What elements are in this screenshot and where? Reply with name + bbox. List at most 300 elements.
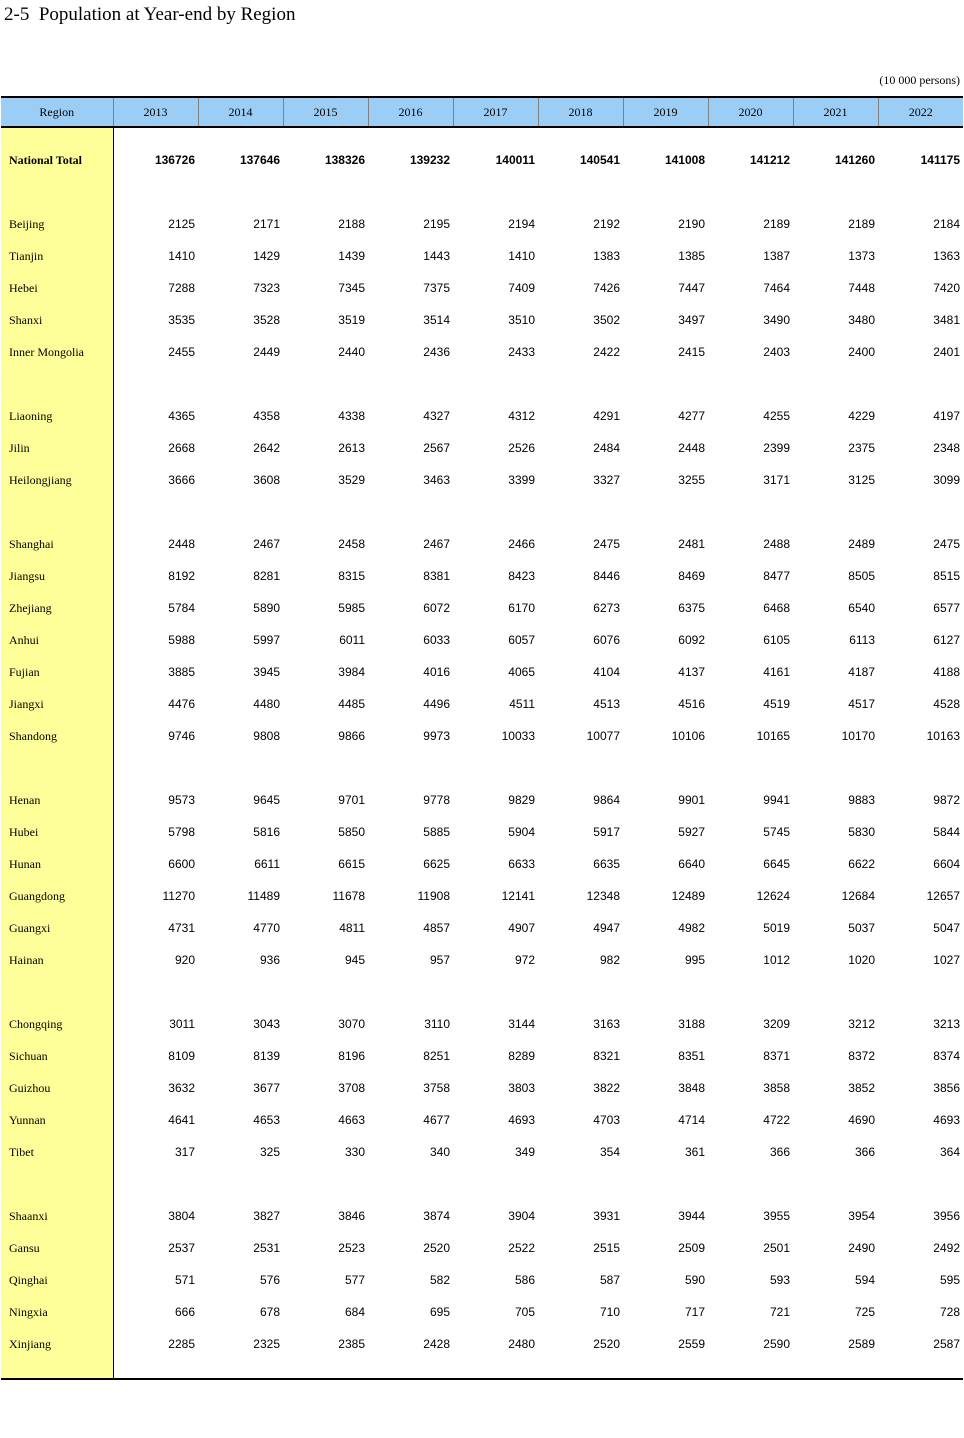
population-value: 2436 bbox=[423, 345, 450, 359]
population-value: 4277 bbox=[678, 409, 705, 423]
year-column-header: 2021 bbox=[793, 97, 878, 127]
population-value: 6622 bbox=[848, 857, 875, 871]
population-value: 4947 bbox=[593, 921, 620, 935]
population-value: 4519 bbox=[763, 697, 790, 711]
population-value: 2520 bbox=[593, 1337, 620, 1351]
empty-cell bbox=[793, 176, 878, 208]
region-name: Inner Mongolia bbox=[1, 336, 113, 368]
year-column-header: 2015 bbox=[283, 97, 368, 127]
population-value: 12624 bbox=[756, 889, 790, 903]
region-row bbox=[1, 208, 963, 240]
region-name: Anhui bbox=[1, 624, 113, 656]
empty-cell bbox=[878, 752, 963, 784]
region-name: Guangxi bbox=[1, 912, 113, 944]
population-value: 2509 bbox=[678, 1241, 705, 1255]
population-value: 5917 bbox=[593, 825, 620, 839]
region-row bbox=[1, 1104, 963, 1136]
empty-cell bbox=[793, 1168, 878, 1200]
population-value: 3827 bbox=[253, 1209, 280, 1223]
population-value: 7420 bbox=[933, 281, 960, 295]
population-value: 4365 bbox=[168, 409, 195, 423]
population-value: 2188 bbox=[338, 217, 365, 231]
population-value: 3666 bbox=[168, 473, 195, 487]
population-value: 317 bbox=[174, 1145, 195, 1159]
region-row bbox=[1, 656, 963, 688]
population-value: 3608 bbox=[253, 473, 280, 487]
region-row bbox=[1, 1072, 963, 1104]
region-row bbox=[1, 304, 963, 336]
population-value: 6105 bbox=[763, 633, 790, 647]
unit-note: (10 000 persons) bbox=[879, 73, 960, 87]
population-value: 7288 bbox=[168, 281, 195, 295]
empty-cell bbox=[198, 127, 283, 144]
empty-cell bbox=[623, 1360, 708, 1379]
population-value: 141260 bbox=[834, 153, 875, 167]
population-value: 8251 bbox=[423, 1049, 450, 1063]
population-value: 2642 bbox=[253, 441, 280, 455]
population-value: 4811 bbox=[339, 921, 365, 935]
spacer-row bbox=[1, 976, 963, 1008]
population-value: 9746 bbox=[168, 729, 195, 743]
population-value: 6633 bbox=[508, 857, 535, 871]
population-value: 6625 bbox=[423, 857, 450, 871]
empty-cell bbox=[793, 496, 878, 528]
population-value: 3944 bbox=[678, 1209, 705, 1223]
population-value: 11270 bbox=[162, 889, 195, 903]
empty-cell bbox=[878, 127, 963, 144]
population-value: 3043 bbox=[253, 1017, 280, 1031]
population-value: 5988 bbox=[168, 633, 195, 647]
population-value: 7323 bbox=[253, 281, 280, 295]
population-value: 6092 bbox=[678, 633, 705, 647]
empty-cell bbox=[198, 1360, 283, 1379]
population-value: 586 bbox=[514, 1273, 535, 1287]
population-value: 7345 bbox=[338, 281, 365, 295]
empty-cell bbox=[538, 176, 623, 208]
population-value: 587 bbox=[599, 1273, 620, 1287]
empty-cell bbox=[283, 368, 368, 400]
population-value: 6057 bbox=[508, 633, 535, 647]
population-value: 2285 bbox=[168, 1337, 195, 1351]
region-row bbox=[1, 1136, 963, 1168]
population-value: 595 bbox=[939, 1273, 960, 1287]
population-value: 2448 bbox=[168, 537, 195, 551]
population-value: 3212 bbox=[848, 1017, 875, 1031]
region-row bbox=[1, 1232, 963, 1264]
year-column-header: 2013 bbox=[113, 97, 198, 127]
population-value: 141175 bbox=[920, 153, 960, 167]
population-value: 6113 bbox=[849, 633, 875, 647]
empty-cell bbox=[538, 127, 623, 144]
region-name: Shanxi bbox=[1, 304, 113, 336]
population-value: 4677 bbox=[423, 1113, 450, 1127]
population-value: 6170 bbox=[508, 601, 535, 615]
population-value: 728 bbox=[939, 1305, 960, 1319]
region-row bbox=[1, 816, 963, 848]
region-name: Shandong bbox=[1, 720, 113, 752]
population-value: 3632 bbox=[168, 1081, 195, 1095]
population-value: 6375 bbox=[678, 601, 705, 615]
empty-cell bbox=[623, 368, 708, 400]
region-row bbox=[1, 1040, 963, 1072]
population-value: 2375 bbox=[848, 441, 875, 455]
population-value: 9872 bbox=[933, 793, 960, 807]
population-value: 2466 bbox=[508, 537, 535, 551]
population-value: 139232 bbox=[409, 153, 450, 167]
population-value: 3904 bbox=[508, 1209, 535, 1223]
population-value: 6600 bbox=[168, 857, 195, 871]
region-row bbox=[1, 1264, 963, 1296]
population-value: 3858 bbox=[763, 1081, 790, 1095]
region-row bbox=[1, 720, 963, 752]
population-value: 4528 bbox=[933, 697, 960, 711]
region-row bbox=[1, 432, 963, 464]
population-value: 11678 bbox=[332, 889, 365, 903]
population-value: 982 bbox=[599, 953, 620, 967]
empty-cell bbox=[113, 368, 198, 400]
population-value: 3804 bbox=[168, 1209, 195, 1223]
population-value: 3255 bbox=[678, 473, 705, 487]
population-value: 2195 bbox=[423, 217, 450, 231]
population-value: 8109 bbox=[168, 1049, 195, 1063]
population-value: 5985 bbox=[338, 601, 365, 615]
region-row bbox=[1, 848, 963, 880]
population-value: 8374 bbox=[933, 1049, 960, 1063]
population-value: 4663 bbox=[338, 1113, 365, 1127]
empty-cell bbox=[793, 127, 878, 144]
population-value: 4982 bbox=[678, 921, 705, 935]
population-value: 2668 bbox=[168, 441, 195, 455]
population-value: 2467 bbox=[253, 537, 280, 551]
population-table-container bbox=[1, 96, 963, 1380]
spacer-row bbox=[1, 496, 963, 528]
empty-cell bbox=[368, 368, 453, 400]
population-value: 2189 bbox=[848, 217, 875, 231]
population-value: 6033 bbox=[423, 633, 450, 647]
population-value: 5885 bbox=[423, 825, 450, 839]
population-value: 6273 bbox=[593, 601, 620, 615]
population-value: 1383 bbox=[593, 249, 620, 263]
population-value: 6604 bbox=[933, 857, 960, 871]
empty-cell bbox=[453, 752, 538, 784]
population-value: 1363 bbox=[933, 249, 960, 263]
population-value: 995 bbox=[684, 953, 705, 967]
region-cell-empty bbox=[1, 1168, 113, 1200]
empty-cell bbox=[368, 1360, 453, 1379]
population-value: 6076 bbox=[593, 633, 620, 647]
region-row bbox=[1, 688, 963, 720]
population-value: 3803 bbox=[508, 1081, 535, 1095]
year-column-header: 2017 bbox=[453, 97, 538, 127]
population-value: 2522 bbox=[508, 1241, 535, 1255]
population-value: 4016 bbox=[423, 665, 450, 679]
spacer-row bbox=[1, 127, 963, 144]
region-name: Jilin bbox=[1, 432, 113, 464]
population-value: 710 bbox=[599, 1305, 620, 1319]
population-value: 2501 bbox=[763, 1241, 790, 1255]
region-cell-empty bbox=[1, 127, 113, 144]
population-value: 4907 bbox=[508, 921, 535, 935]
empty-cell bbox=[368, 1168, 453, 1200]
page-title: 2-5 Population at Year-end by Region bbox=[4, 4, 296, 25]
population-value: 5798 bbox=[168, 825, 195, 839]
population-value: 5850 bbox=[338, 825, 365, 839]
spacer-row bbox=[1, 752, 963, 784]
population-value: 721 bbox=[769, 1305, 790, 1319]
region-name: Hebei bbox=[1, 272, 113, 304]
population-value: 2523 bbox=[338, 1241, 365, 1255]
region-name: Jiangsu bbox=[1, 560, 113, 592]
empty-cell bbox=[708, 1168, 793, 1200]
empty-cell bbox=[878, 368, 963, 400]
population-value: 4476 bbox=[168, 697, 195, 711]
population-value: 2475 bbox=[593, 537, 620, 551]
region-cell-empty bbox=[1, 1360, 113, 1379]
empty-cell bbox=[623, 127, 708, 144]
population-value: 2480 bbox=[508, 1337, 535, 1351]
population-value: 2475 bbox=[933, 537, 960, 551]
population-value: 2587 bbox=[933, 1337, 960, 1351]
population-value: 2325 bbox=[253, 1337, 280, 1351]
year-column-header: 2016 bbox=[368, 97, 453, 127]
empty-cell bbox=[793, 368, 878, 400]
population-value: 366 bbox=[769, 1145, 790, 1159]
region-name: Henan bbox=[1, 784, 113, 816]
population-value: 4770 bbox=[253, 921, 280, 935]
region-row bbox=[1, 1328, 963, 1360]
population-value: 137646 bbox=[239, 153, 280, 167]
population-value: 4693 bbox=[933, 1113, 960, 1127]
national-total-row bbox=[1, 144, 963, 176]
population-value: 2192 bbox=[593, 217, 620, 231]
region-row bbox=[1, 464, 963, 496]
population-value: 3502 bbox=[593, 313, 620, 327]
population-value: 5890 bbox=[253, 601, 280, 615]
population-value: 6615 bbox=[338, 857, 365, 871]
population-value: 2422 bbox=[593, 345, 620, 359]
population-value: 2184 bbox=[933, 217, 960, 231]
population-value: 2428 bbox=[423, 1337, 450, 1351]
year-column-header: 2018 bbox=[538, 97, 623, 127]
population-value: 6011 bbox=[339, 633, 365, 647]
population-value: 4327 bbox=[423, 409, 450, 423]
region-row bbox=[1, 1200, 963, 1232]
population-value: 10033 bbox=[501, 729, 535, 743]
population-value: 3874 bbox=[423, 1209, 450, 1223]
population-value: 6640 bbox=[678, 857, 705, 871]
population-value: 3481 bbox=[933, 313, 960, 327]
empty-cell bbox=[198, 176, 283, 208]
population-value: 2489 bbox=[848, 537, 875, 551]
empty-cell bbox=[453, 368, 538, 400]
population-value: 3463 bbox=[423, 473, 450, 487]
population-value: 3144 bbox=[508, 1017, 535, 1031]
population-value: 361 bbox=[684, 1145, 705, 1159]
population-value: 705 bbox=[514, 1305, 535, 1319]
region-name: Qinghai bbox=[1, 1264, 113, 1296]
population-value: 9645 bbox=[253, 793, 280, 807]
population-value: 4065 bbox=[508, 665, 535, 679]
population-value: 4714 bbox=[678, 1113, 705, 1127]
region-row bbox=[1, 944, 963, 976]
population-value: 8289 bbox=[508, 1049, 535, 1063]
population-value: 8372 bbox=[848, 1049, 875, 1063]
population-value: 6127 bbox=[933, 633, 960, 647]
population-value: 4188 bbox=[933, 665, 960, 679]
header-row bbox=[1, 97, 963, 127]
population-value: 2492 bbox=[933, 1241, 960, 1255]
population-value: 11908 bbox=[417, 889, 450, 903]
population-value: 3945 bbox=[253, 665, 280, 679]
spacer-row bbox=[1, 368, 963, 400]
empty-cell bbox=[113, 976, 198, 1008]
empty-cell bbox=[113, 127, 198, 144]
population-value: 2481 bbox=[678, 537, 705, 551]
empty-cell bbox=[878, 976, 963, 1008]
population-value: 8196 bbox=[338, 1049, 365, 1063]
population-value: 2415 bbox=[678, 345, 705, 359]
population-value: 3956 bbox=[933, 1209, 960, 1223]
population-value: 920 bbox=[174, 953, 195, 967]
population-value: 8446 bbox=[593, 569, 620, 583]
population-value: 4857 bbox=[423, 921, 450, 935]
population-value: 3856 bbox=[933, 1081, 960, 1095]
population-value: 4693 bbox=[508, 1113, 535, 1127]
population-value: 1012 bbox=[763, 953, 790, 967]
population-value: 9701 bbox=[338, 793, 365, 807]
empty-cell bbox=[453, 176, 538, 208]
empty-cell bbox=[708, 368, 793, 400]
population-value: 8381 bbox=[423, 569, 450, 583]
population-value: 9973 bbox=[423, 729, 450, 743]
population-value: 3954 bbox=[848, 1209, 875, 1223]
population-value: 12684 bbox=[841, 889, 875, 903]
population-value: 2458 bbox=[338, 537, 365, 551]
population-value: 2448 bbox=[678, 441, 705, 455]
empty-cell bbox=[793, 1360, 878, 1379]
population-value: 5037 bbox=[848, 921, 875, 935]
region-row bbox=[1, 272, 963, 304]
empty-cell bbox=[623, 496, 708, 528]
population-value: 8192 bbox=[168, 569, 195, 583]
population-value: 2400 bbox=[848, 345, 875, 359]
population-value: 366 bbox=[854, 1145, 875, 1159]
region-row bbox=[1, 880, 963, 912]
empty-cell bbox=[623, 976, 708, 1008]
population-value: 2589 bbox=[848, 1337, 875, 1351]
empty-cell bbox=[113, 752, 198, 784]
population-value: 6645 bbox=[763, 857, 790, 871]
population-value: 4358 bbox=[253, 409, 280, 423]
empty-cell bbox=[368, 976, 453, 1008]
population-value: 2559 bbox=[678, 1337, 705, 1351]
population-value: 2488 bbox=[763, 537, 790, 551]
population-value: 8371 bbox=[763, 1049, 790, 1063]
population-value: 4161 bbox=[763, 665, 790, 679]
population-value: 1439 bbox=[338, 249, 365, 263]
region-name: Hunan bbox=[1, 848, 113, 880]
population-value: 2515 bbox=[593, 1241, 620, 1255]
population-value: 3510 bbox=[508, 313, 535, 327]
table-header bbox=[1, 97, 963, 127]
population-value: 8315 bbox=[338, 569, 365, 583]
empty-cell bbox=[793, 752, 878, 784]
population-value: 8469 bbox=[678, 569, 705, 583]
population-value: 593 bbox=[769, 1273, 790, 1287]
population-value: 3213 bbox=[933, 1017, 960, 1031]
population-value: 3171 bbox=[763, 473, 790, 487]
population-value: 7426 bbox=[593, 281, 620, 295]
population-value: 4312 bbox=[508, 409, 535, 423]
population-value: 2385 bbox=[338, 1337, 365, 1351]
empty-cell bbox=[368, 127, 453, 144]
empty-cell bbox=[538, 752, 623, 784]
population-value: 4485 bbox=[338, 697, 365, 711]
population-value: 364 bbox=[939, 1145, 960, 1159]
population-value: 3955 bbox=[763, 1209, 790, 1223]
empty-cell bbox=[283, 752, 368, 784]
region-column-header: Region bbox=[1, 97, 113, 127]
empty-cell bbox=[453, 1360, 538, 1379]
population-value: 1443 bbox=[423, 249, 450, 263]
population-value: 576 bbox=[259, 1273, 280, 1287]
region-name: Fujian bbox=[1, 656, 113, 688]
population-value: 571 bbox=[174, 1273, 195, 1287]
population-value: 9941 bbox=[763, 793, 790, 807]
population-value: 330 bbox=[344, 1145, 365, 1159]
population-value: 3848 bbox=[678, 1081, 705, 1095]
region-name: Hainan bbox=[1, 944, 113, 976]
population-value: 7409 bbox=[508, 281, 535, 295]
population-value: 2440 bbox=[338, 345, 365, 359]
population-value: 2490 bbox=[848, 1241, 875, 1255]
region-name: Tianjin bbox=[1, 240, 113, 272]
region-row bbox=[1, 1296, 963, 1328]
population-value: 695 bbox=[429, 1305, 450, 1319]
region-name: Sichuan bbox=[1, 1040, 113, 1072]
population-value: 9866 bbox=[338, 729, 365, 743]
spacer-row bbox=[1, 1168, 963, 1200]
population-value: 2567 bbox=[423, 441, 450, 455]
region-row bbox=[1, 912, 963, 944]
population-value: 3188 bbox=[678, 1017, 705, 1031]
population-value: 8281 bbox=[253, 569, 280, 583]
population-value: 5904 bbox=[508, 825, 535, 839]
population-value: 5997 bbox=[253, 633, 280, 647]
population-value: 590 bbox=[684, 1273, 705, 1287]
population-value: 7448 bbox=[848, 281, 875, 295]
population-value: 4229 bbox=[848, 409, 875, 423]
population-value: 3480 bbox=[848, 313, 875, 327]
population-value: 4690 bbox=[848, 1113, 875, 1127]
empty-cell bbox=[538, 1168, 623, 1200]
population-value: 1027 bbox=[933, 953, 960, 967]
region-name: Zhejiang bbox=[1, 592, 113, 624]
empty-cell bbox=[623, 176, 708, 208]
empty-cell bbox=[453, 496, 538, 528]
population-table bbox=[1, 96, 963, 1380]
empty-cell bbox=[198, 752, 283, 784]
empty-cell bbox=[708, 976, 793, 1008]
empty-cell bbox=[368, 752, 453, 784]
population-value: 10165 bbox=[756, 729, 790, 743]
region-name: Yunnan bbox=[1, 1104, 113, 1136]
region-row bbox=[1, 784, 963, 816]
population-value: 666 bbox=[174, 1305, 195, 1319]
population-value: 3529 bbox=[338, 473, 365, 487]
population-value: 1429 bbox=[253, 249, 280, 263]
region-row bbox=[1, 528, 963, 560]
